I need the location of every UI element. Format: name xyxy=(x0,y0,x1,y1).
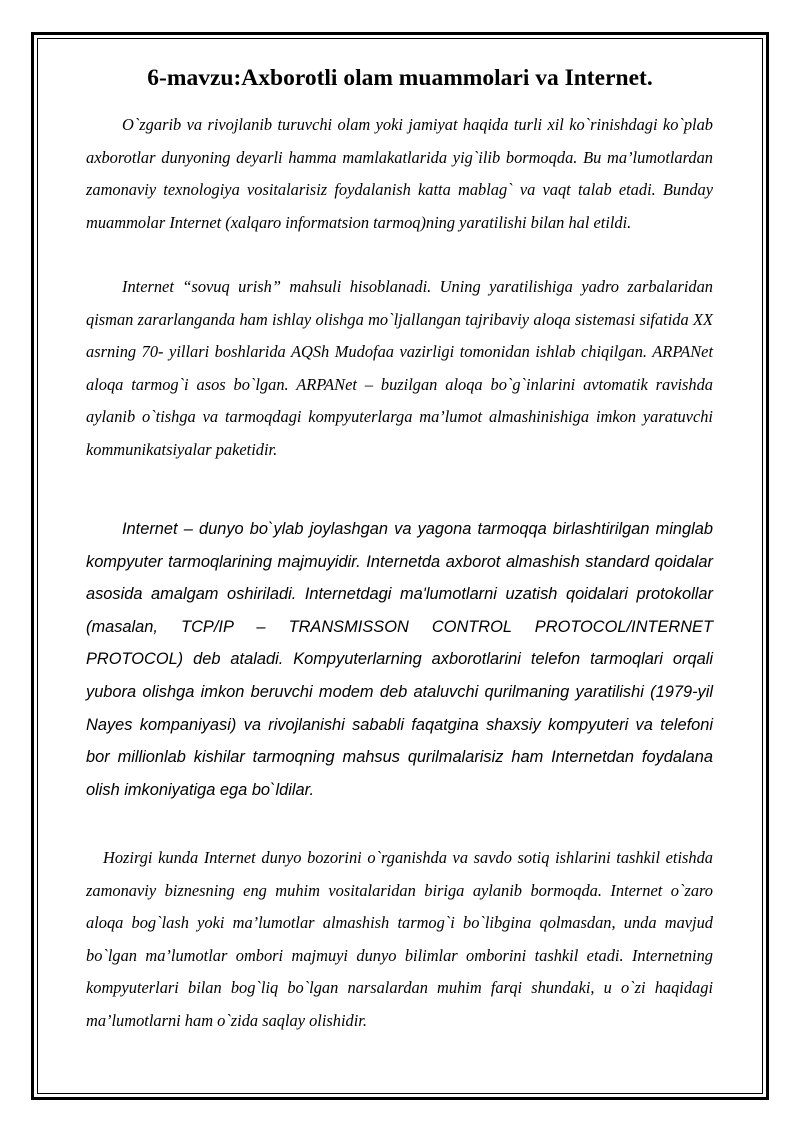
paragraph-definition: Internet – dunyo bo`ylab joylashgan va yagona tarmoqqa birlashtirilgan minglab kompyuter tarmoqlarining majmuyidir. Internetda axborot almashish standard qoidalar asosida amalgam oshiriladi. Internetdagi ma'lumotlarni uzatish qoidalari protokollar (masalan, TCP/IP – TRANSMISSON CONTROL PROTOCOL/INTERNET PROTOCOL) deb ataladi. Kompyuterlarning axborotlarini telefon tarmoqlari orqali yubora olishga imkon beruvchi modem deb ataluvchi qurilmaning yaratilishi (1979-yil Nayes kompaniyasi) va rivojlanishi sababli faqatgina shaxsiy kompyuteri va telefoni bor millionlab kishilar tarmoqning mahsus qurilmalarisiz ham Internetdan foydalana olish imkoniyatiga ega bo`ldilar. xyxy=(86,520,713,799)
paragraph-modern-use: Hozirgi kunda Internet dunyo bozorini o`rganishda va savdo sotiq ishlarini tashkil etishda zamonaviy biznesning eng muhim vositalaridan biriga aylanib bormoqda. Internet o`zaro aloqa bog`lash yoki ma’lumotlar almashish tarmog`i bo`libgina qolmasdan, unda mavjud bo`lgan ma’lumotlar ombori majmuyi dunyo bilimlar omborini tashkil etadi. Internetning kompyuterlari bilan bog`liq bo`lgan narsalardan muhim farqi shundaki, u o`zi haqidagi ma’lumotlarni ham o`zida saqlay olishidir. xyxy=(86,848,713,1030)
paragraph-history: Internet “sovuq urish” mahsuli hisoblanadi. Uning yaratilishiga yadro zarbalaridan qisman zararlanganda ham ishlay olishga mo`ljallangan tajribaviy aloqa sistemasi sifatida XX asrning 70- yillari boshlarida AQSh Mudofaa vazirligi tomonidan ishlab chiqilgan. ARPANet aloqa tarmog`i asos bo`lgan. ARPANet – buzilgan aloqa bo`g`inlarini avtomatik ravishda aylanib o`tishga va tarmoqdagi kompyuterlarga ma’lumot almashinishiga imkon yaratuvchi kommunikatsiyalar paketidir. xyxy=(86,277,713,459)
paragraph-intro: O`zgarib va rivojlanib turuvchi olam yoki jamiyat haqida turli xil ko`rinishdagi ko`plab axborotlar dunyoning deyarli hamma mamlakatlarida yig`ilib bormoqda. Bu ma’lumotlardan zamonaviy texnologiya vositalarisiz foydalanish katta mablag` va vaqt talab etadi. Bunday muammolar Internet (xalqaro informatsion tarmoq)ning yaratilishi bilan hal etildi. xyxy=(86,115,713,232)
document-title: 6-mavzu:Axborotli olam muammolari va Internet. xyxy=(147,65,653,91)
